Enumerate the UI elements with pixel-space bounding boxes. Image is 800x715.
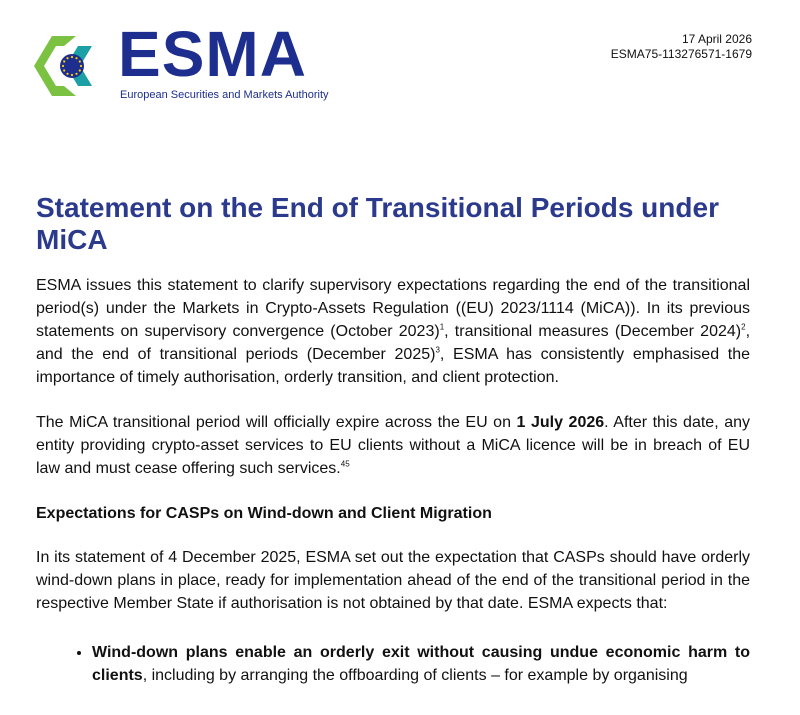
- document-date: 17 April 2026: [681, 32, 752, 46]
- list-item-text: , including by arranging the offboarding of clients – for example by organising: [142, 667, 688, 684]
- expiry-text-1: The MiCA transitional period will officially expire across the EU on: [36, 414, 517, 431]
- logo-subtitle: European Securities and Markets Authority: [120, 89, 329, 101]
- intro-paragraph: [36, 274, 750, 389]
- logo-wordmark: ESMA: [118, 18, 307, 90]
- page-title: Statement on the End of Transitional Periods under MiCA: [36, 192, 719, 255]
- expectations-list: [36, 641, 750, 687]
- document-body: [36, 274, 750, 687]
- document-reference: ESMA75-113276571-1679: [610, 47, 752, 61]
- footnote-ref-1[interactable]: 1: [439, 322, 445, 332]
- list-item-bold: Wind-down plans enable an orderly exit without causing undue economic harm to clients: [92, 644, 750, 684]
- intro-text-1: ESMA issues this statement to clarify supervisory expectations regarding the end of the transitional period(s) under the Markets in Crypto-Assets Regulation ((EU) 2023/1114 (MiCA)). In its previous statements on supervisory convergence (October 2023): [36, 277, 750, 340]
- esma-logo: [32, 18, 332, 110]
- document-meta: [611, 32, 752, 62]
- esma-emblem-icon: [32, 32, 100, 100]
- intro-text-3: , and the end of transitional periods (December 2025): [36, 323, 751, 363]
- footnote-ref-2[interactable]: 2: [741, 322, 746, 332]
- footnote-ref-45[interactable]: 45: [340, 459, 350, 469]
- wind-down-paragraph: In its statement of 4 December 2025, ESMA set out the expectation that CASPs should have orderly wind-down plans in place, ready for implementation ahead of the end of the transitional period in the respective Member State if authorisation is not obtained by that date. ESMA expects that:: [36, 549, 750, 612]
- expiry-paragraph: [36, 411, 750, 480]
- intro-text-4: , ESMA has consistently emphasised the importance of timely authorisation, orderly transition, and client protection.: [36, 346, 751, 386]
- section-heading: Expectations for CASPs on Wind-down and Client Migration: [36, 505, 492, 522]
- footnote-ref-3[interactable]: 3: [435, 345, 440, 355]
- expiry-date: 1 July 2026: [516, 414, 605, 431]
- expiry-text-2: . After this date, any entity providing crypto-asset services to EU clients without a MiCA licence will be in breach of EU law and must cease offering such services.: [36, 414, 750, 477]
- list-item: [92, 641, 750, 687]
- intro-text-2: , transitional measures (December 2024): [444, 323, 742, 340]
